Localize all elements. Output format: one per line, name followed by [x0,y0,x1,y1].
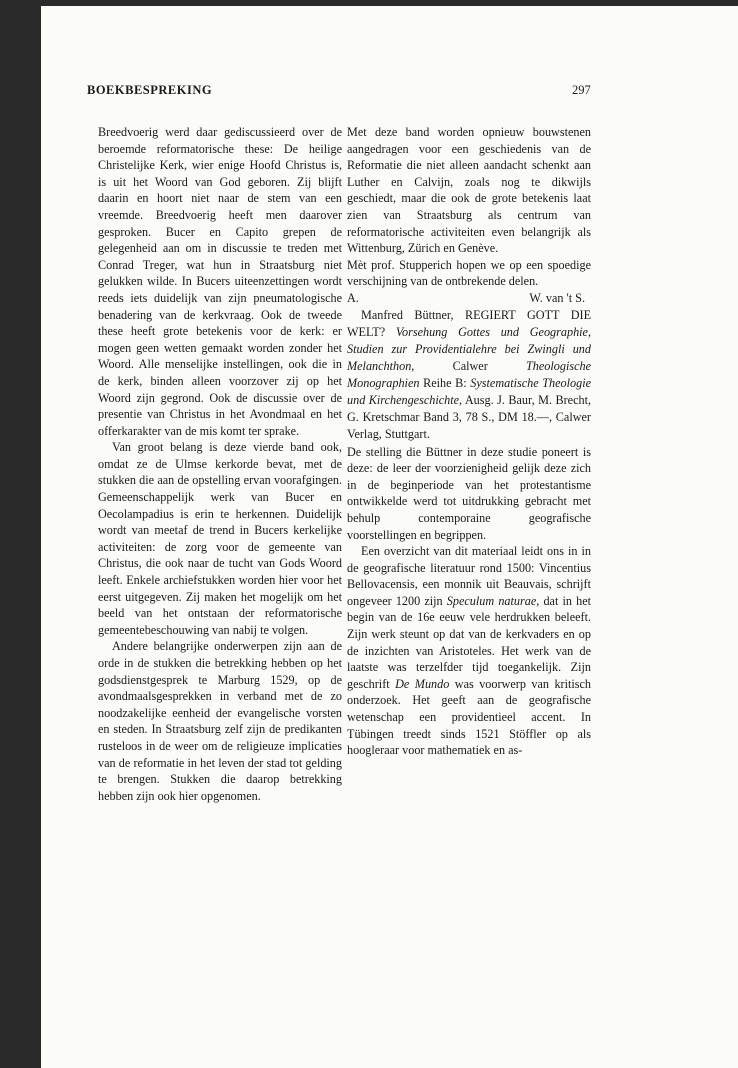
left-paragraph-3: Andere belangrijke onderwerpen zijn aan de orde in de stukken die betrekking hebben op het godsdienstgesprek te Marburg 1529, op de avondmaalsgesprekken in verband met de zo noodzakelijke eenheid der evangelische vorsten en steden. In Straatsburg zelf zijn de predikanten rusteloos in de weer om de religieuze implicaties van de reformatie in het leven der stad tot gelding te brengen. Stukken die daarop betrekking hebben zijn ook hier opgenomen. [98,639,342,803]
book-reihe-title: Systematische Theologie und Kirchengeschichte, [347,375,592,407]
right-paragraph-2-cont: dat in het begin van de 16e eeuw vele herdrukken beleeft. Zijn werk steunt op dat van de kerkvaders en op de inzichten van Aristoteles. Het werk van de laatste was terzelfder tijd toegankelijk. Zijn geschrift [347,593,592,691]
book-subtitle: Vorsehung Gottes und Geographie, Studien zur Providentialehre bei Zwingli und Melanchthon, [347,324,592,373]
signature-name: W. van 't S. [529,290,585,305]
page-number: 297 [572,83,591,97]
left-paragraph-1: Breedvoerig werd daar gediscussieerd over de beroemde reformatorische these: De heilige Christelijke Kerk, wier enige Hoofd Christus is, is uit het Woord van God geboren. Zij blijft daarin en hoort niet naar de stem van een vreemde. Breedvoerig heeft men daarover gesproken. Bucer en Capito grepen de gelegenheid aan om in discussie te treden met Conrad Treger, wat hun in Straatsburg niet gelukken wilde. In Bucers uiteenzettingen wordt reeds iets duidelijk van zijn pneumatologische benadering van de kerkvraag. Ook de tweede these heeft grote betekenis voor de kerk: er mogen geen wetten gemaakt worden zonder het Woord. Alle menselijke instellingen, ook die in de kerk, binden alleen voorzover zij op het Woord zijn gegrond. Ook de discussie over de presentie van Christus in het Avondmaal en het offerkarakter van de mis komt ter sprake. [98,125,342,438]
right-closing-paragraph: Mèt prof. Stupperich hopen we op een spoedige verschijning van de ontbrekende delen. [347,257,591,289]
book-reference [347,307,591,443]
signature-initial: A. [347,290,359,305]
right-paragraph-2-end: was voorwerp van kritisch onderzoek. Het geeft aan de geografische wetenschap een providentieel accent. In Tübingen treedt sinds 1521 Stöffler op als hoogleraar voor mathematiek en as- [347,676,592,758]
right-paragraph-1: De stelling die Büttner in deze studie poneert is deze: de leer der voorzienigheid gelijk deze zich in de beginperiode van het protestantisme ontwikkelde werd tot uitdrukking gebracht met behulp contemporaine geografische voorstellingen en begrippen. [347,444,591,542]
right-paragraph-2 [347,543,591,759]
book-author: Manfred Büttner, [361,307,454,322]
left-paragraph-2: Van groot belang is deze vierde band ook, omdat ze de Ulmse kerkorde bevat, met de stukken die aan de opstelling ervan voorafgingen. Gemeenschappelijk werk van Bucer en Oecolampadius is erin te herkennen. Duidelijk wordt van meetaf de trend in Bucers kerkelijke activiteiten: de zorg voor de gemeente van Christus, die ook naar de tucht van Gods Woord leeft. Enkele archiefstukken worden hier voor het eerst uitgegeven. Zij maken het mogelijk om het beeld van het ontstaan der reformatorische gemeentebeschouwing van nabij te volgen. [98,440,342,637]
book-editors: Ausg. J. Baur, M. Brecht, G. Kretschmar Band 3, 78 S., DM 18.—, Calwer Verlag, Stuttgart. [347,392,592,441]
right-paragraph-2-text: Een overzicht van dit materiaal leidt ons in in de geografische literatuur rond 1500: Vincentius Bellovacensis, een monnik uit Beauvais, schrijft ongeveer 1200 zijn [347,544,591,608]
right-column [347,124,591,759]
book-reihe: Reihe B: [423,375,467,390]
running-title: BOEKBESPREKING [87,83,213,97]
book-title: REGIERT GOTT DIE WELT? [347,307,592,339]
review-signature [347,290,591,307]
book-series: Theologische Monographien [347,358,591,390]
book-page [41,6,738,1068]
right-intro-paragraph: Met deze band worden opnieuw bouwstenen aangedragen voor een geschiedenis van de Reformatie die niet alleen aandacht schenkt aan Luther en Calvijn, zoals nog te dikwijls geschiedt, maar die ook de grote betekenis laat zien van Straatsburg als centrum van reformatorische activiteiten even belangrijk als Wittenburg, Zürich en Genève. [347,125,591,256]
speculum-title: Speculum naturae, [446,593,540,608]
de-mundo-title: De Mundo [395,676,450,691]
left-column [98,124,342,804]
book-publisher: Calwer [452,358,488,373]
